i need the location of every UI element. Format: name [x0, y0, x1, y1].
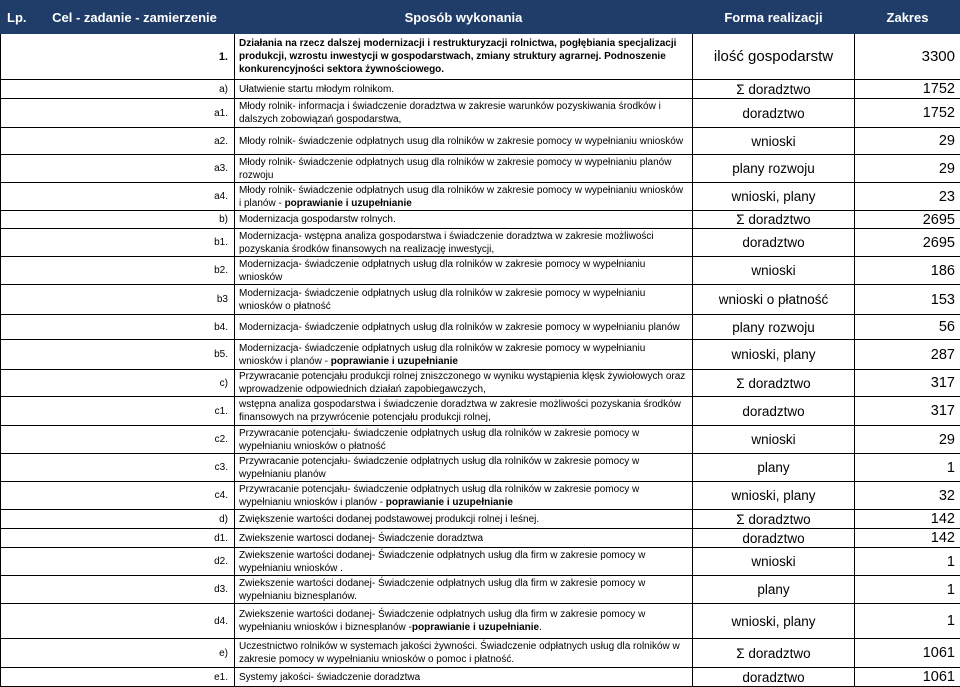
row-number: b3 — [1, 285, 235, 315]
row-description — [235, 99, 693, 128]
row-value: 186 — [855, 257, 960, 285]
row-description — [235, 80, 693, 99]
row-number: c1. — [1, 397, 235, 426]
row-value: 1 — [855, 454, 960, 482]
row-value: 287 — [855, 340, 960, 370]
table-row — [1, 34, 960, 80]
row-description — [235, 529, 693, 548]
row-number: b5. — [1, 340, 235, 370]
table-row — [1, 454, 960, 482]
row-value: 1752 — [855, 80, 960, 99]
description-fragment: Zwiększenie wartości dodanej podstawowej produkcji rolnej i leśnej. — [239, 514, 539, 525]
row-value: 2695 — [855, 211, 960, 229]
row-description — [235, 668, 693, 687]
description-fragment: poprawianie i uzupełnianie — [285, 198, 412, 209]
table-row — [1, 482, 960, 510]
row-number: c) — [1, 370, 235, 397]
row-description — [235, 576, 693, 604]
row-form: wnioski — [693, 548, 855, 576]
row-value: 1 — [855, 548, 960, 576]
row-form: Σ doradztwo — [693, 80, 855, 99]
row-number: d1. — [1, 529, 235, 548]
row-form: doradztwo — [693, 529, 855, 548]
row-description — [235, 482, 693, 510]
table-header — [1, 1, 960, 34]
table-row — [1, 99, 960, 128]
row-number: c3. — [1, 454, 235, 482]
row-number: a4. — [1, 183, 235, 211]
row-number: c2. — [1, 426, 235, 454]
description-fragment: Zwiekszenie wartości dodanej- Świadczenie odpłatnych usług dla firm w zakresie pomocy w wypełnianiu biznesplanów. — [239, 578, 645, 602]
row-form: Σ doradztwo — [693, 510, 855, 529]
header-lp: Lp. — [1, 1, 35, 34]
description-fragment: Przywracanie potencjału- świadczenie odpłatnych usług dla rolników w zakresie pomocy w wypełnianiu wniosków i planów - — [239, 484, 639, 508]
row-description — [235, 229, 693, 257]
description-fragment: Modernizacja gospodarstw rolnych. — [239, 214, 396, 225]
description-fragment: poprawianie i uzupełnianie — [331, 356, 458, 367]
row-value: 29 — [855, 155, 960, 183]
description-fragment: Przywracanie potencjału produkcji rolnej zniszczonego w wyniku wystąpienia klęsk żywiołowych oraz wprowadzenie odpowiednich działań zapobiegawczych, — [239, 371, 685, 395]
table-row — [1, 315, 960, 340]
description-fragment: poprawianie i uzupełnianie — [412, 622, 539, 633]
table-row — [1, 548, 960, 576]
description-fragment: poprawianie i uzupełnianie — [386, 497, 513, 508]
row-form: Σ doradztwo — [693, 639, 855, 668]
table-row — [1, 604, 960, 639]
row-form: doradztwo — [693, 397, 855, 426]
table-row — [1, 340, 960, 370]
row-description — [235, 604, 693, 639]
description-fragment: Młody rolnik- świadczenie odpłatnych usug dla rolników w zakresie pomocy w wypełnianiu planów rozwoju — [239, 157, 671, 181]
table-row — [1, 128, 960, 155]
row-value: 29 — [855, 426, 960, 454]
row-value: 317 — [855, 370, 960, 397]
row-number: a3. — [1, 155, 235, 183]
table-row — [1, 155, 960, 183]
description-fragment: Modernizacja- świadczenie odpłatnych usług dla rolników w zakresie pomocy w wypełnianiu planów — [239, 322, 680, 333]
description-fragment: Modernizacja- świadczenie odpłatnych usług dla rolników w zakresie pomocy w wypełnianiu wniosków — [239, 259, 645, 283]
table-row — [1, 211, 960, 229]
row-description — [235, 548, 693, 576]
table-row — [1, 370, 960, 397]
table-body — [1, 34, 960, 687]
row-number: d2. — [1, 548, 235, 576]
row-value: 32 — [855, 482, 960, 510]
row-description — [235, 454, 693, 482]
description-fragment: Młody rolnik- świadczenie odpłatnych usug dla rolników w zakresie pomocy w wypełnianiu wniosków — [239, 136, 683, 147]
row-value: 317 — [855, 397, 960, 426]
row-number: d3. — [1, 576, 235, 604]
description-fragment: Młody rolnik- informacja i świadczenie doradztwa w zakresie warunków pozyskiwania środków i dalszych zobowiązań gospodarstwa, — [239, 101, 661, 125]
row-description — [235, 211, 693, 229]
row-number: c4. — [1, 482, 235, 510]
table-row — [1, 529, 960, 548]
table-row — [1, 285, 960, 315]
row-form: wnioski — [693, 426, 855, 454]
header-sposob: Sposób wykonania — [235, 1, 693, 34]
row-form: plany — [693, 576, 855, 604]
table-row — [1, 229, 960, 257]
description-fragment: Młody rolnik- świadczenie odpłatnych usug dla rolników w zakresie pomocy w wypełnianiu wniosków i planów - — [239, 185, 683, 209]
row-form: Σ doradztwo — [693, 211, 855, 229]
row-value: 142 — [855, 529, 960, 548]
header-forma: Forma realizacji — [693, 1, 855, 34]
description-fragment: Modernizacja- wstępna analiza gospodarstwa i świadczenie doradztwa w zakresie możliwości pozyskania środków finansowych na realizację inwestycji, — [239, 231, 654, 255]
description-fragment: Ułatwienie startu młodym rolnikom. — [239, 84, 394, 95]
row-value: 2695 — [855, 229, 960, 257]
row-number: d4. — [1, 604, 235, 639]
row-description — [235, 340, 693, 370]
description-fragment: . — [539, 622, 542, 633]
description-fragment: Modernizacja- świadczenie odpłatnych usług dla rolników w zakresie pomocy w wypełnianiu wniosków o płatność — [239, 288, 645, 312]
row-form: wnioski, plany — [693, 482, 855, 510]
description-fragment: Działania na rzecz dalszej modernizacji i restrukturyzacji rolnictwa, pogłębiania specjalizacji produkcji, wzrostu inwestycji w gospodarstwach, zmiany struktury agrarnej. Podnoszenie konkurencyjności sektora żywnościowego. — [239, 38, 676, 75]
row-value: 1061 — [855, 668, 960, 687]
row-form: wnioski o płatność — [693, 285, 855, 315]
row-description — [235, 128, 693, 155]
row-value: 23 — [855, 183, 960, 211]
row-value: 1061 — [855, 639, 960, 668]
description-fragment: Systemy jakości- świadczenie doradztwa — [239, 672, 420, 683]
row-form: doradztwo — [693, 99, 855, 128]
row-form: plany rozwoju — [693, 155, 855, 183]
description-fragment: Modernizacja- świadczenie odpłatnych usług dla rolników w zakresie pomocy w wypełnianiu wniosków i planów - — [239, 343, 645, 367]
row-number: b) — [1, 211, 235, 229]
row-value: 29 — [855, 128, 960, 155]
description-fragment: Zwiekszenie wartosci dodanej- Świadczenie doradztwa — [239, 533, 483, 544]
row-number: 1. — [1, 34, 235, 80]
row-value: 56 — [855, 315, 960, 340]
header-zakres: Zakres — [855, 1, 960, 34]
description-fragment: Uczestnictwo rolników w systemach jakości żywności. Świadczenie odpłatnych usług dla rolników w zakresie pomocy w wypełnianiu wniosków o pomoc i płatność. — [239, 641, 680, 665]
row-number: a2. — [1, 128, 235, 155]
table-row — [1, 397, 960, 426]
row-description — [235, 510, 693, 529]
row-description — [235, 639, 693, 668]
row-number: d) — [1, 510, 235, 529]
row-description — [235, 155, 693, 183]
row-value: 153 — [855, 285, 960, 315]
row-form: doradztwo — [693, 668, 855, 687]
row-form: plany rozwoju — [693, 315, 855, 340]
row-description — [235, 370, 693, 397]
row-form: wnioski, plany — [693, 340, 855, 370]
row-description — [235, 183, 693, 211]
row-value: 3300 — [855, 34, 960, 80]
description-fragment: Zwiekszenie wartości dodanej- Świadczenie odpłatnych usług dla firm w zakresie pomocy w wypełnianiu wniosków . — [239, 550, 645, 574]
row-value: 1 — [855, 576, 960, 604]
row-form: wnioski, plany — [693, 183, 855, 211]
row-description — [235, 397, 693, 426]
table-row — [1, 576, 960, 604]
row-description — [235, 34, 693, 80]
table-row — [1, 183, 960, 211]
row-description — [235, 426, 693, 454]
row-description — [235, 285, 693, 315]
description-fragment: Zwiekszenie wartości dodanej- Świadczenie odpłatnych usług dla firm w zakresie pomocy w wypełnianiu wniosków i biznesplanów - — [239, 609, 645, 633]
row-number: a1. — [1, 99, 235, 128]
table-row — [1, 80, 960, 99]
row-form: Σ doradztwo — [693, 370, 855, 397]
description-fragment: Przywracanie potencjału- świadczenie odpłatnych usług dla rolników w zakresie pomocy w wypełnianiu planów — [239, 456, 639, 480]
row-number: b4. — [1, 315, 235, 340]
row-number: b1. — [1, 229, 235, 257]
row-number: b2. — [1, 257, 235, 285]
row-form: wnioski, plany — [693, 604, 855, 639]
row-number: e1. — [1, 668, 235, 687]
row-value: 1 — [855, 604, 960, 639]
row-value: 1752 — [855, 99, 960, 128]
header-cel: Cel - zadanie - zamierzenie — [35, 1, 235, 34]
table-row — [1, 639, 960, 668]
row-description — [235, 315, 693, 340]
table-row — [1, 510, 960, 529]
description-fragment: wstępna analiza gospodarstwa i świadczenie doradztwa w zakresie możliwości pozyskania środków finansowych na przywrócenie potencjału produkcji rolnej, — [239, 399, 681, 423]
table-row — [1, 668, 960, 687]
description-fragment: Przywracanie potencjału- świadczenie odpłatnych usług dla rolników w zakresie pomocy w wypełnianiu wniosków o płatność — [239, 428, 639, 452]
table-row — [1, 426, 960, 454]
row-value: 142 — [855, 510, 960, 529]
row-form: ilość gospodarstw — [693, 34, 855, 80]
row-form: wnioski — [693, 128, 855, 155]
row-number: a) — [1, 80, 235, 99]
row-form: wnioski — [693, 257, 855, 285]
table-row — [1, 257, 960, 285]
row-form: doradztwo — [693, 229, 855, 257]
row-number: e) — [1, 639, 235, 668]
row-form: plany — [693, 454, 855, 482]
row-description — [235, 257, 693, 285]
